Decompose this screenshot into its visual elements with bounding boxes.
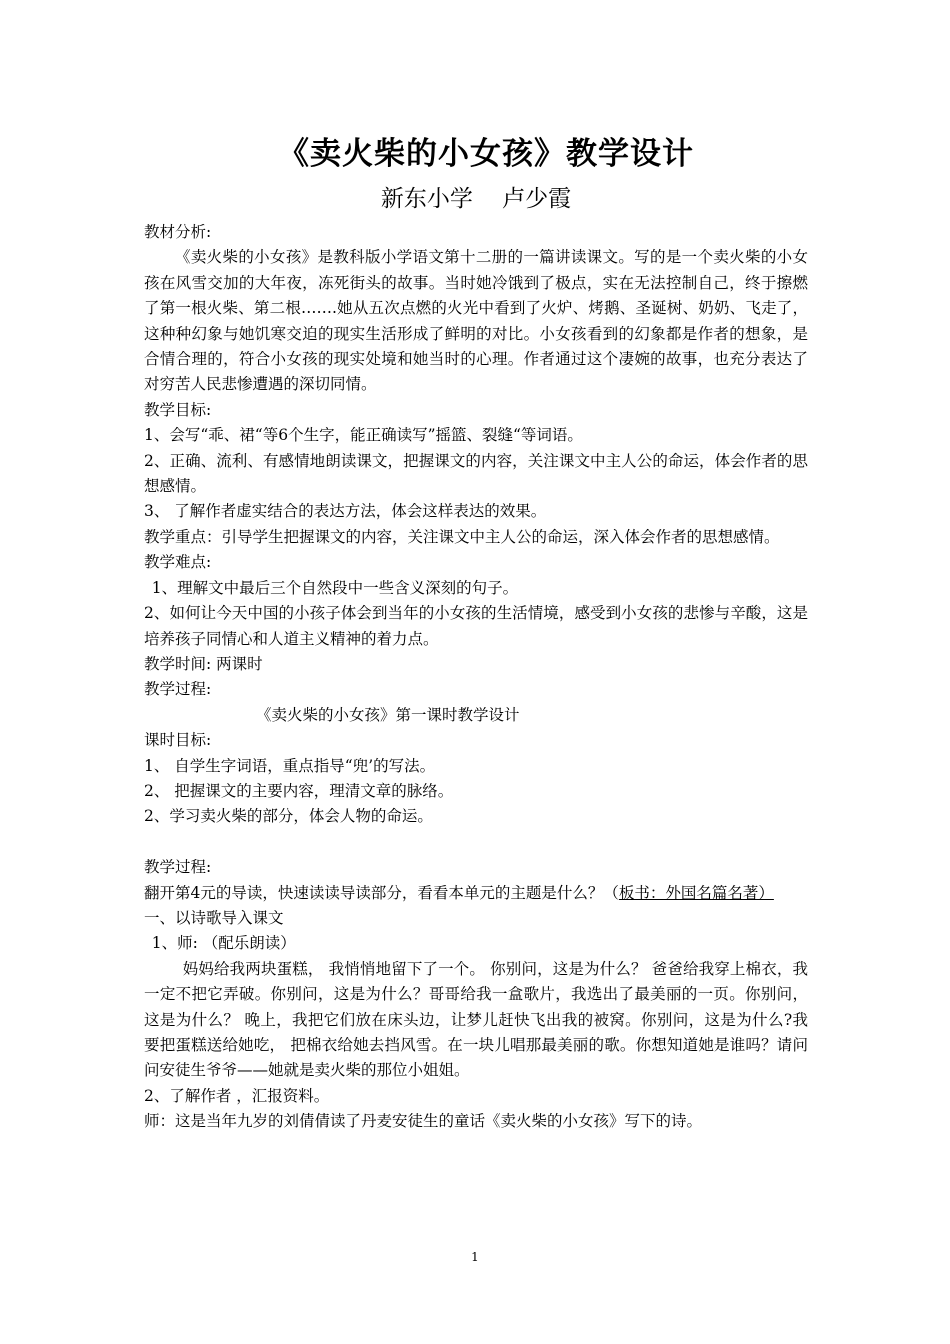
blank-line <box>144 830 808 855</box>
document-page <box>144 130 808 1135</box>
step-1-sub: 1、师: （配乐朗读） <box>151 934 296 953</box>
goal-item: 1、会写“乖、裙“等6个生字，能正确读写”摇篮、裂缝“等词语。 <box>144 426 583 445</box>
difficulty-label: 教学难点: <box>144 553 212 572</box>
material-label: 教材分析: <box>144 223 212 241</box>
difficulty-item: 2、如何让今天中国的小孩子体会到当年的小女孩的生活情境，感受到小女孩的悲惨与辛酸，这是培养孩子同情心和人道主义精神的着力点。 <box>144 604 808 648</box>
teacher-note: 师：这是当年九岁的刘倩倩读了丹麦安徒生的童话《卖火柴的小女孩》写下的诗。 <box>144 1112 703 1131</box>
process-label-2: 教学过程: <box>144 858 212 877</box>
intro-paragraph <box>144 881 808 906</box>
lesson-goal-item: 2、 把握课文的主要内容，理清文章的脉络。 <box>144 781 454 800</box>
key-point: 教学重点：引导学生把握课文的内容，关注课文中主人公的命运，深入体会作者的思想感情。 <box>144 527 780 546</box>
first-lesson-title: 《卖火柴的小女孩》第一课时教学设计 <box>256 705 520 724</box>
step-2: 2、了解作者 ，汇报资料。 <box>144 1086 330 1105</box>
difficulty-item: 1、理解文中最后三个自然段中一些含义深刻的句子。 <box>151 578 519 597</box>
document-body <box>144 220 808 1135</box>
blackboard-note: 板书：外国名篇名著） <box>618 883 774 902</box>
process-label: 教学过程: <box>144 680 212 699</box>
goal-item: 2、正确、流利、有感情地朗读课文，把握课文的内容，关注课文中主人公的命运，体会作者的思想感情。 <box>144 451 808 496</box>
teaching-time: 教学时间: 两课时 <box>144 654 263 673</box>
material-paragraph: 《卖火柴的小女孩》是教科版小学语文第十二册的一篇讲读课文。写的是一个卖火柴的小女孩在风雪交加的大年夜，冻死街头的故事。当时她冷饿到了极点，实在无法控制自己，终于擦燃了第一根火柴、第二根…….她从五次点燃的火光中看到了火炉、烤鹅、圣诞树、奶奶、飞走了，这种种幻象与她饥寒交迫的现实生活形成了鲜明的对比。小女孩看到的幻象都是作者的想象，是合情合理的，符合小女孩的现实处境和她当时的心理。作者通过这个凄婉的故事，也充分表达了对穷苦人民悲惨遭遇的深切同情。 <box>144 248 808 394</box>
lesson-goal-item: 2、学习卖火柴的部分，体会人物的命运。 <box>144 807 433 826</box>
step-1-label: 一、以诗歌导入课文 <box>144 908 284 927</box>
goal-item: 3、 了解作者虚实结合的表达方法，体会这样表达的效果。 <box>144 502 547 521</box>
document-author: 新东小学 卢少霞 <box>380 186 572 212</box>
lesson-goals-label: 课时目标: <box>144 731 212 750</box>
intro-text: 翻开第4元的导读，快速读读导读部分，看看本单元的主题是什么？（ <box>144 883 619 902</box>
goals-label: 教学目标: <box>144 400 212 419</box>
page-number: 1 <box>471 1250 479 1264</box>
lesson-goal-item: 1、 自学生字词语，重点指导“兜’的写法。 <box>144 756 436 775</box>
document-title: 《卖火柴的小女孩》教学设计 <box>278 136 694 172</box>
poem-paragraph: 妈妈给我两块蛋糕， 我悄悄地留下了一个。 你别问，这是为什么？ 爸爸给我穿上棉衣，我一定不把它弄破。你别问，这是为什么？哥哥给我一盒歌片，我选出了最美丽的一页。你别问，这是为什么？ 晚上，我把它们放在床头边，让梦儿赶快飞出我的被窝。你别问，这是为什么?我要把蛋糕送给她吃， 把棉衣给她去挡风雪。在一块儿唱那最美丽的歌。你想知道她是谁吗？请问问安徒生爷爷——她就是卖火柴的那位小姐姐。 <box>144 959 808 1080</box>
